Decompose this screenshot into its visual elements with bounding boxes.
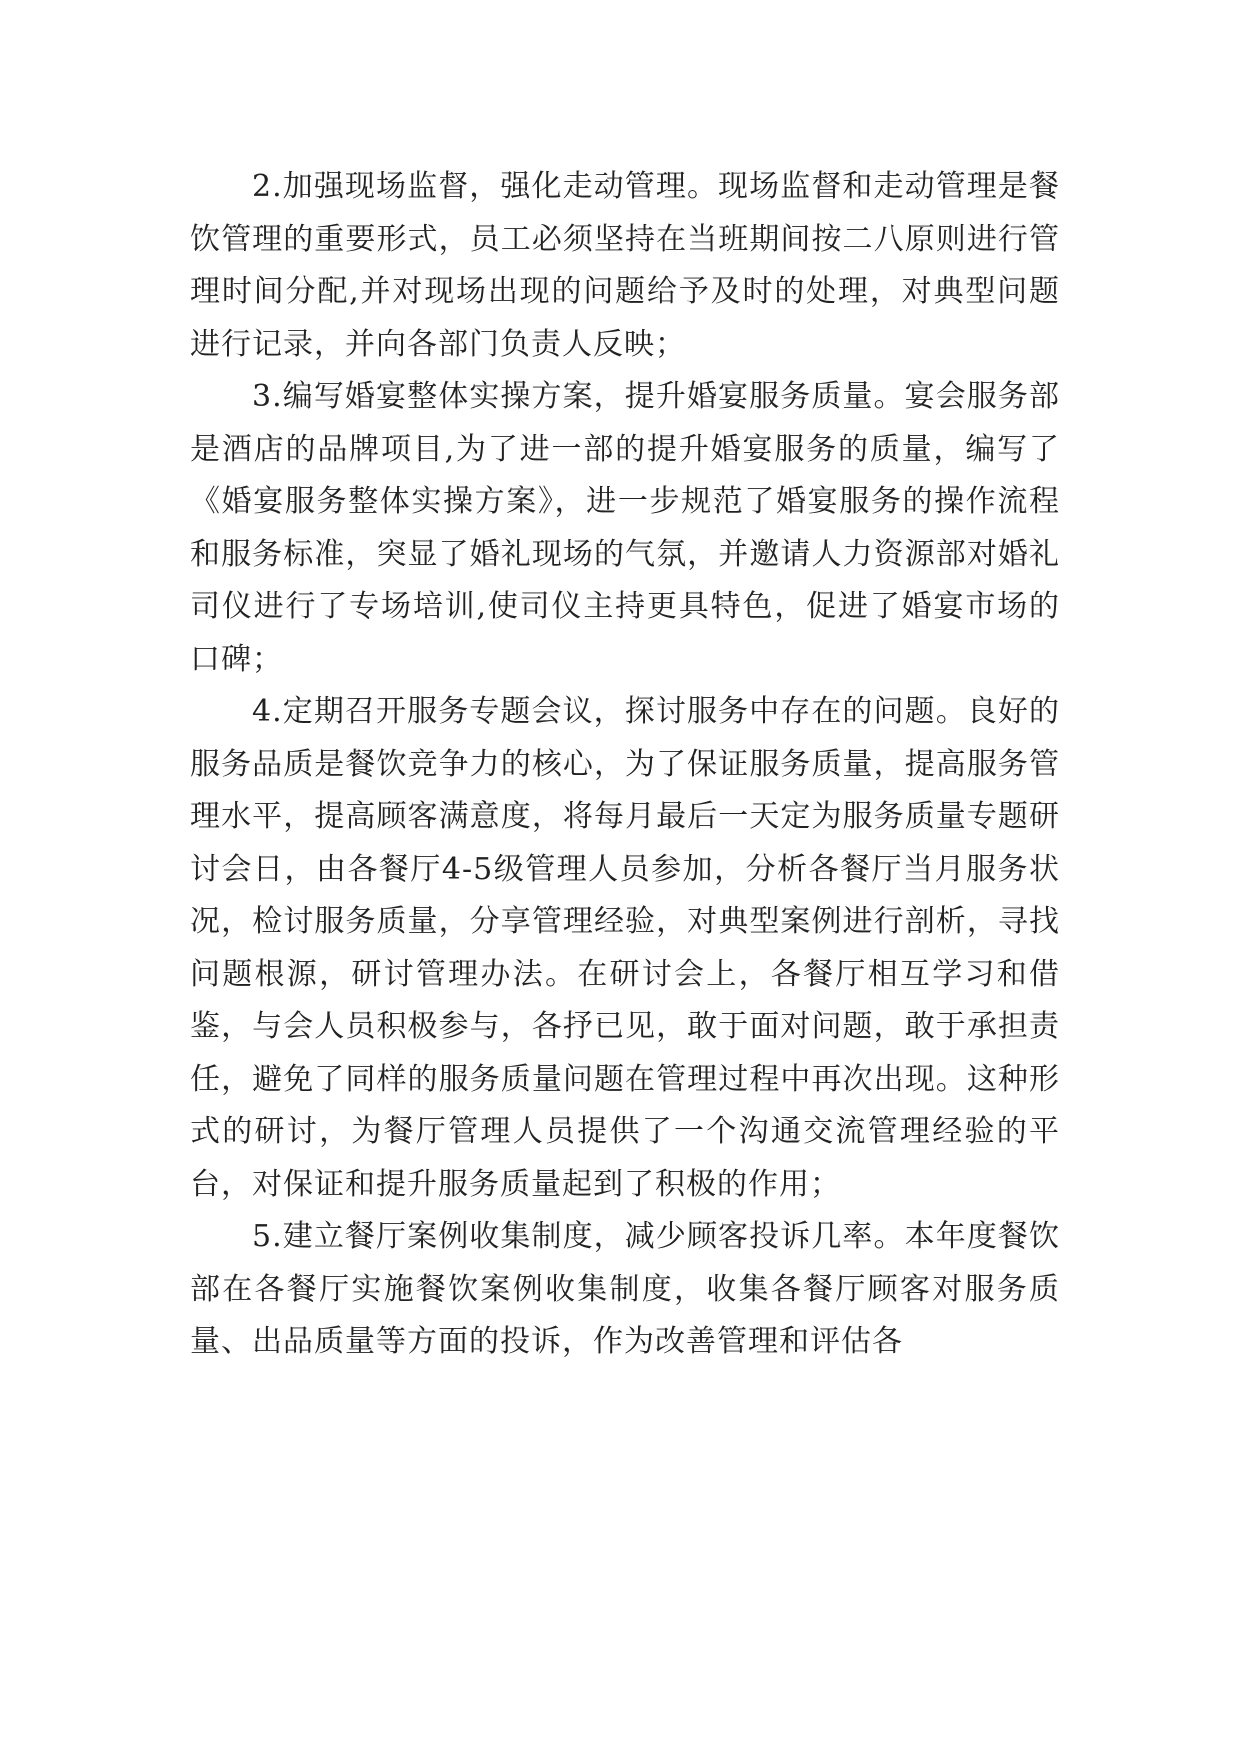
paragraph-3-wedding-banquet-plan: 3.编写婚宴整体实操方案，提升婚宴服务质量。宴会服务部是酒店的品牌项目,为了进一部的提升婚宴服务的质量，编写了《婚宴服务整体实操方案》，进一步规范了婚宴服务的操作流程和服务标准，突显了婚礼现场的气氛，并邀请人力资源部对婚礼司仪进行了专场培训,使司仪主持更具特色，促进了婚宴市场的口碑； bbox=[190, 379, 1060, 677]
document-body bbox=[190, 161, 1060, 1369]
paragraph-5-case-collection: 5.建立餐厅案例收集制度，减少顾客投诉几率。本年度餐饮部在各餐厅实施餐饮案例收集制度，收集各餐厅顾客对服务质量、出品质量等方面的投诉，作为改善管理和评估各 bbox=[190, 1219, 1060, 1359]
paragraph-2-onsite-supervision: 2.加强现场监督，强化走动管理。现场监督和走动管理是餐饮管理的重要形式，员工必须坚持在当班期间按二八原则进行管理时间分配,并对现场出现的问题给予及时的处理，对典型问题进行记录，并向各部门负责人反映； bbox=[190, 169, 1060, 362]
paragraph-4-service-meetings: 4.定期召开服务专题会议，探讨服务中存在的问题。良好的服务品质是餐饮竞争力的核心，为了保证服务质量，提高服务管理水平，提高顾客满意度，将每月最后一天定为服务质量专题研讨会日，由各餐厅4-5级管理人员参加，分析各餐厅当月服务状况，检讨服务质量，分享管理经验，对典型案例进行剖析，寻找问题根源，研讨管理办法。在研讨会上，各餐厅相互学习和借鉴，与会人员积极参与，各抒已见，敢于面对问题，敢于承担责任，避免了同样的服务质量问题在管理过程中再次出现。这种形式的研讨，为餐厅管理人员提供了一个沟通交流管理经验的平台，对保证和提升服务质量起到了积极的作用； bbox=[190, 694, 1060, 1202]
